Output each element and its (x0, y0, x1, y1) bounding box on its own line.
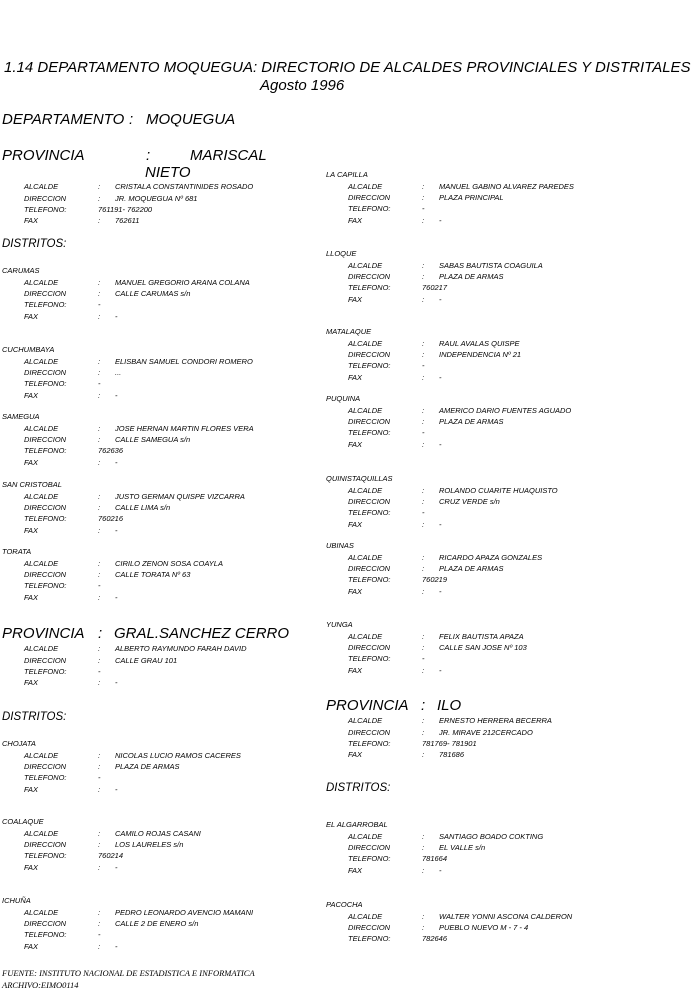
alcalde-label: ALCALDE (348, 632, 383, 641)
fax-value: - (115, 526, 118, 535)
alcalde-value: ALBERTO RAYMUNDO FARAH DAVID (115, 644, 247, 653)
colon: : (98, 762, 101, 771)
fax-label: FAX (24, 312, 39, 321)
telefono-value: - (422, 428, 425, 437)
fax-label: FAX (348, 750, 363, 759)
district-name: MATALAQUE (326, 327, 372, 336)
fax-label: FAX (348, 587, 363, 596)
district-name: SAN CRISTOBAL (2, 480, 62, 489)
fax-value: - (439, 866, 442, 875)
direccion-value: PLAZA PRINCIPAL (439, 193, 504, 202)
district-block (324, 394, 604, 454)
direccion-label: DIRECCION (348, 272, 391, 281)
fax-label: FAX (24, 593, 39, 602)
fax-label: FAX (24, 678, 39, 687)
alcalde-label: ALCALDE (24, 908, 59, 917)
footer-file: ARCHIVO:EIMO0114 (2, 980, 79, 990)
colon: : (422, 832, 425, 841)
colon: : (98, 863, 101, 872)
telefono-value: 760214 (98, 851, 124, 860)
province-name: ILO (437, 697, 462, 714)
district-name: LA CAPILLA (326, 170, 368, 179)
department-label: DEPARTAMENTO (2, 111, 125, 128)
telefono-value: - (422, 508, 425, 517)
district-name: SAMEGUA (2, 412, 40, 421)
province-record (324, 716, 604, 762)
fax-value: - (115, 942, 118, 951)
alcalde-value: SABAS BAUTISTA COAGUILA (439, 261, 543, 270)
fax-value: 781686 (439, 750, 465, 759)
direccion-value: INDEPENDENCIA Nº 21 (439, 350, 522, 359)
telefono-label: TELEFONO: (24, 300, 67, 309)
alcalde-value: FELIX BAUTISTA APAZA (439, 632, 524, 641)
colon: : (98, 503, 101, 512)
alcalde-label: ALCALDE (348, 486, 383, 495)
colon: : (98, 492, 101, 501)
colon: : (98, 559, 101, 568)
colon: : (98, 194, 101, 203)
district-block (0, 547, 300, 607)
direccion-label: DIRECCION (348, 193, 391, 202)
districts-heading: DISTRITOS: (326, 782, 391, 794)
direccion-label: DIRECCION (348, 417, 391, 426)
alcalde-value: AMERICO DARIO FUENTES AGUADO (439, 406, 572, 415)
telefono-value: 761191- 762200 (98, 205, 153, 214)
telefono-label: TELEFONO: (348, 654, 391, 663)
colon: : (98, 840, 101, 849)
fax-value: - (439, 295, 442, 304)
telefono-value: - (422, 204, 425, 213)
alcalde-label: ALCALDE (24, 559, 59, 568)
colon: : (422, 912, 425, 921)
fax-label: FAX (24, 458, 39, 467)
province-name: GRAL.SANCHEZ CERRO (114, 625, 290, 642)
telefono-value: - (98, 773, 101, 782)
telefono-label: TELEFONO: (348, 428, 391, 437)
alcalde-label: ALCALDE (348, 182, 383, 191)
colon: : (98, 368, 101, 377)
telefono-value: - (422, 654, 425, 663)
alcalde-value: SANTIAGO BOADO COKTING (439, 832, 544, 841)
fax-value: - (439, 216, 442, 225)
district-block (0, 480, 300, 540)
fax-value: - (115, 391, 118, 400)
direccion-label: DIRECCION (24, 919, 67, 928)
fax-label: FAX (348, 866, 363, 875)
districts-heading: DISTRITOS: (2, 711, 67, 723)
alcalde-label: ALCALDE (348, 339, 383, 348)
alcalde-label: ALCALDE (348, 912, 383, 921)
fax-label: FAX (348, 373, 363, 382)
telefono-value: - (98, 379, 101, 388)
fax-label: FAX (24, 526, 39, 535)
direccion-value: CALLE SAMEGUA s/n (115, 435, 191, 444)
district-name: PUQUINA (326, 394, 361, 403)
district-block (0, 739, 300, 799)
district-block (324, 900, 604, 960)
direccion-value: PLAZA DE ARMAS (439, 417, 504, 426)
fax-value: - (439, 666, 442, 675)
colon: : (422, 564, 425, 573)
telefono-label: TELEFONO: (24, 667, 67, 676)
colon: : (422, 728, 425, 737)
colon: : (422, 406, 425, 415)
colon: : (98, 829, 101, 838)
direccion-value: JR. MOQUEGUA Nº 681 (115, 194, 198, 203)
districts-heading: DISTRITOS: (2, 238, 67, 250)
fax-value: - (439, 587, 442, 596)
district-block (324, 541, 604, 601)
direccion-label: DIRECCION (24, 194, 67, 203)
telefono-label: TELEFONO: (348, 575, 391, 584)
telefono-label: TELEFONO: (24, 446, 67, 455)
alcalde-value: CIRILO ZENON SOSA COAYLA (115, 559, 223, 568)
fax-value: - (439, 520, 442, 529)
district-name: PACOCHA (326, 900, 363, 909)
telefono-label: TELEFONO: (24, 205, 67, 214)
alcalde-label: ALCALDE (24, 182, 59, 191)
alcalde-label: ALCALDE (348, 406, 383, 415)
district-block (0, 412, 300, 472)
telefono-value: - (98, 930, 101, 939)
colon: : (422, 632, 425, 641)
fax-label: FAX (348, 520, 363, 529)
telefono-value: 782646 (422, 934, 448, 943)
alcalde-value: CRISTALA CONSTANTINIDES ROSADO (115, 182, 254, 191)
alcalde-value: JUSTO GERMAN QUISPE VIZCARRA (115, 492, 245, 501)
colon: : (98, 289, 101, 298)
fax-label: FAX (24, 391, 39, 400)
colon: : (98, 357, 101, 366)
fax-value: 762611 (115, 216, 140, 225)
direccion-value: LOS LAURELES s/n (115, 840, 184, 849)
colon: : (98, 751, 101, 760)
direccion-label: DIRECCION (348, 728, 391, 737)
direccion-label: DIRECCION (24, 656, 67, 665)
direccion-label: DIRECCION (24, 368, 67, 377)
colon: : (422, 440, 425, 449)
district-block (0, 896, 300, 956)
district-name: CUCHUMBAYA (2, 345, 55, 354)
direccion-label: DIRECCION (24, 503, 67, 512)
page-subtitle: Agosto 1996 (260, 77, 345, 94)
direccion-value: PLAZA DE ARMAS (439, 272, 504, 281)
alcalde-label: ALCALDE (24, 424, 59, 433)
colon: : (422, 193, 425, 202)
direccion-value: PLAZA DE ARMAS (115, 762, 180, 771)
telefono-label: TELEFONO: (24, 773, 67, 782)
colon: : (422, 497, 425, 506)
district-block (324, 249, 604, 309)
alcalde-value: JOSE HERNAN MARTIN FLORES VERA (115, 424, 254, 433)
direccion-value: ... (115, 368, 122, 377)
page-title: 1.14 DEPARTAMENTO MOQUEGUA: DIRECTORIO DE ALCALDES PROVINCIALES Y DISTRITALES (4, 59, 691, 76)
fax-label: FAX (24, 216, 39, 225)
direccion-label: DIRECCION (348, 497, 391, 506)
fax-value: - (115, 678, 118, 687)
alcalde-label: ALCALDE (24, 829, 59, 838)
province-colon: : (421, 697, 426, 714)
district-block (0, 266, 300, 326)
alcalde-label: ALCALDE (24, 357, 59, 366)
direccion-value: CRUZ VERDE s/n (439, 497, 500, 506)
direccion-value: CALLE LIMA s/n (115, 503, 171, 512)
direccion-value: CALLE GRAU 101 (115, 656, 178, 665)
alcalde-label: ALCALDE (348, 261, 383, 270)
direccion-value: CALLE SAN JOSE Nº 103 (439, 643, 527, 652)
telefono-value: 760217 (422, 283, 448, 292)
telefono-label: TELEFONO: (24, 514, 67, 523)
alcalde-value: PEDRO LEONARDO AVENCIO MAMANI (115, 908, 254, 917)
fax-label: FAX (348, 666, 363, 675)
colon: : (422, 666, 425, 675)
direccion-label: DIRECCION (348, 923, 391, 932)
colon: : (422, 716, 425, 725)
telefono-value: - (422, 361, 425, 370)
colon: : (422, 587, 425, 596)
fax-value: - (115, 863, 118, 872)
colon: : (422, 866, 425, 875)
telefono-label: TELEFONO: (348, 854, 391, 863)
district-block (324, 474, 604, 534)
alcalde-value: MANUEL GREGORIO ARANA COLANA (115, 278, 250, 287)
alcalde-value: WALTER YONNI ASCONA CALDERON (439, 912, 573, 921)
telefono-value: 762636 (98, 446, 124, 455)
direccion-value: CALLE 2 DE ENERO s/n (115, 919, 199, 928)
colon: : (98, 593, 101, 602)
province-label: PROVINCIA (326, 697, 409, 714)
colon: : (98, 678, 101, 687)
district-name: UBINAS (326, 541, 354, 550)
direccion-value: PUEBLO NUEVO M - 7 - 4 (439, 923, 529, 932)
alcalde-value: RAUL AVALAS QUISPE (439, 339, 520, 348)
fax-value: - (115, 458, 118, 467)
direccion-label: DIRECCION (24, 840, 67, 849)
direccion-label: DIRECCION (348, 350, 391, 359)
province-colon: : (98, 625, 103, 642)
district-block (324, 620, 604, 680)
district-name: COALAQUE (2, 817, 44, 826)
alcalde-value: RICARDO APAZA GONZALES (439, 553, 543, 562)
colon: : (98, 182, 101, 191)
alcalde-label: ALCALDE (348, 832, 383, 841)
colon: : (98, 526, 101, 535)
colon: : (422, 295, 425, 304)
telefono-value: - (98, 300, 101, 309)
direccion-label: DIRECCION (24, 570, 67, 579)
colon: : (422, 843, 425, 852)
colon: : (98, 570, 101, 579)
colon: : (422, 520, 425, 529)
colon: : (422, 750, 425, 759)
province-name: MARISCAL (190, 147, 267, 164)
direccion-value: CALLE TORATA Nº 63 (115, 570, 191, 579)
direccion-label: DIRECCION (24, 762, 67, 771)
telefono-value: 781664 (422, 854, 448, 863)
district-name: LLOQUE (326, 249, 357, 258)
colon: : (98, 919, 101, 928)
colon: : (422, 339, 425, 348)
alcalde-value: ROLANDO CUARITE HUAQUISTO (439, 486, 558, 495)
district-block (324, 820, 604, 880)
department-name: MOQUEGUA (146, 111, 236, 128)
colon: : (422, 923, 425, 932)
colon: : (422, 261, 425, 270)
colon: : (98, 458, 101, 467)
district-block (0, 345, 300, 405)
direccion-label: DIRECCION (348, 843, 391, 852)
province-label: PROVINCIA (2, 625, 85, 642)
alcalde-label: ALCALDE (24, 644, 59, 653)
colon: : (422, 350, 425, 359)
province-record (0, 644, 300, 690)
province-label: PROVINCIA (2, 147, 85, 164)
fax-value: - (439, 373, 442, 382)
telefono-label: TELEFONO: (348, 739, 391, 748)
district-block (0, 817, 300, 877)
district-name: CARUMAS (2, 266, 40, 275)
colon: : (98, 785, 101, 794)
telefono-value: - (98, 581, 101, 590)
footer-source: FUENTE: INSTITUTO NACIONAL DE ESTADISTICA E INFORMATICA (2, 968, 255, 978)
colon: : (98, 424, 101, 433)
telefono-value: 760216 (98, 514, 124, 523)
alcalde-value: ERNESTO HERRERA BECERRA (439, 716, 552, 725)
colon: : (422, 373, 425, 382)
colon: : (98, 908, 101, 917)
fax-value: - (115, 593, 118, 602)
telefono-label: TELEFONO: (348, 204, 391, 213)
alcalde-value: NICOLAS LUCIO RAMOS CACERES (115, 751, 241, 760)
district-name: CHOJATA (2, 739, 36, 748)
colon: : (422, 417, 425, 426)
direccion-label: DIRECCION (348, 564, 391, 573)
fax-value: - (115, 785, 118, 794)
colon: : (422, 182, 425, 191)
colon: : (98, 391, 101, 400)
colon: : (422, 216, 425, 225)
colon: : (98, 644, 101, 653)
colon: : (422, 486, 425, 495)
fax-label: FAX (24, 942, 39, 951)
district-name: TORATA (2, 547, 32, 556)
colon: : (422, 553, 425, 562)
telefono-label: TELEFONO: (24, 930, 67, 939)
fax-value: - (439, 440, 442, 449)
direccion-value: JR. MIRAVE 212CERCADO (439, 728, 533, 737)
alcalde-label: ALCALDE (348, 716, 383, 725)
fax-label: FAX (348, 216, 363, 225)
colon: : (98, 278, 101, 287)
district-name: ICHUÑA (2, 896, 31, 905)
direccion-label: DIRECCION (348, 643, 391, 652)
alcalde-value: CAMILO ROJAS CASANI (115, 829, 201, 838)
province-name-cont: NIETO (145, 164, 191, 181)
district-name: YUNGA (326, 620, 353, 629)
province-record (0, 182, 300, 228)
alcalde-label: ALCALDE (24, 492, 59, 501)
alcalde-value: ELISBAN SAMUEL CONDORI ROMERO (115, 357, 253, 366)
telefono-label: TELEFONO: (24, 851, 67, 860)
alcalde-label: ALCALDE (24, 278, 59, 287)
telefono-value: 760219 (422, 575, 448, 584)
direccion-label: DIRECCION (24, 435, 67, 444)
telefono-label: TELEFONO: (24, 379, 67, 388)
fax-label: FAX (348, 295, 363, 304)
direccion-value: CALLE CARUMAS s/n (115, 289, 191, 298)
district-block (324, 170, 604, 230)
district-name: EL ALGARROBAL (326, 820, 388, 829)
colon: : (98, 942, 101, 951)
direccion-value: PLAZA DE ARMAS (439, 564, 504, 573)
province-colon: : (146, 147, 151, 164)
telefono-label: TELEFONO: (348, 361, 391, 370)
direccion-value: EL VALLE s/n (439, 843, 486, 852)
colon: : (98, 216, 101, 225)
department-colon: : (129, 111, 134, 128)
district-block (324, 327, 604, 387)
telefono-label: TELEFONO: (348, 934, 391, 943)
colon: : (98, 435, 101, 444)
fax-value: - (115, 312, 118, 321)
alcalde-label: ALCALDE (24, 751, 59, 760)
fax-label: FAX (24, 863, 39, 872)
alcalde-label: ALCALDE (348, 553, 383, 562)
colon: : (422, 272, 425, 281)
telefono-value: - (98, 667, 101, 676)
alcalde-value: MANUEL GABINO ALVAREZ PAREDES (439, 182, 574, 191)
telefono-label: TELEFONO: (348, 283, 391, 292)
fax-label: FAX (348, 440, 363, 449)
telefono-value: 781769- 781901 (422, 739, 477, 748)
colon: : (422, 643, 425, 652)
telefono-label: TELEFONO: (348, 508, 391, 517)
colon: : (98, 656, 101, 665)
telefono-label: TELEFONO: (24, 581, 67, 590)
colon: : (98, 312, 101, 321)
district-name: QUINISTAQUILLAS (326, 474, 393, 483)
direccion-label: DIRECCION (24, 289, 67, 298)
fax-label: FAX (24, 785, 39, 794)
